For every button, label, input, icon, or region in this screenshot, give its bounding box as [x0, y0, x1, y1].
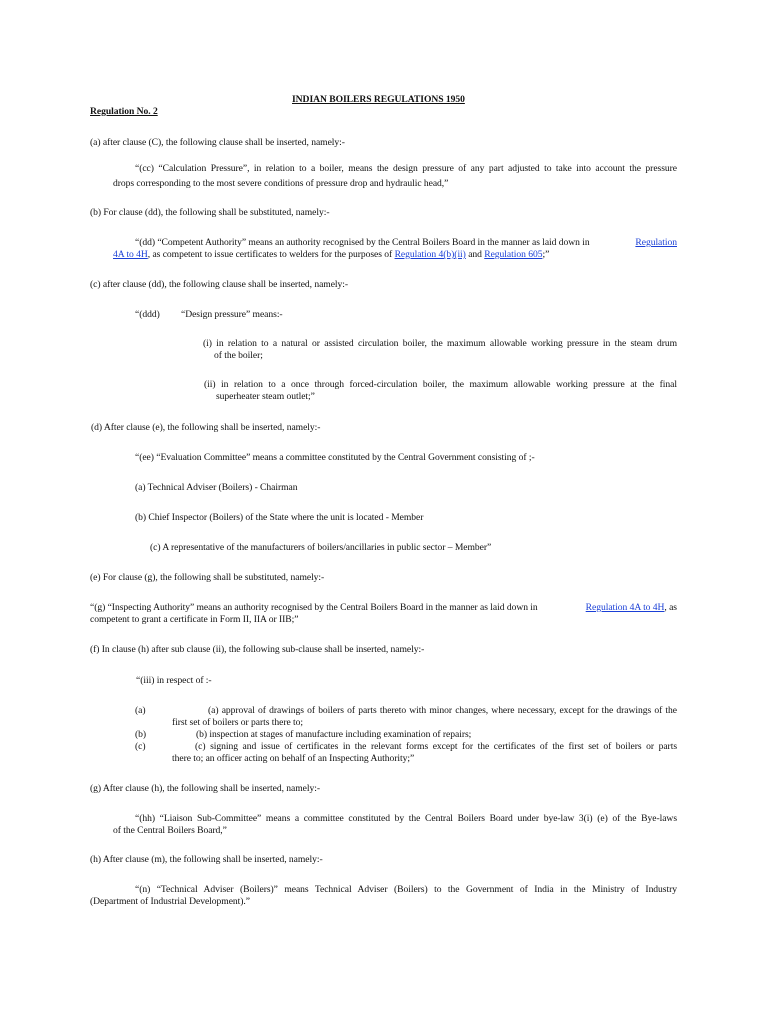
regulation-number: Regulation No. 2 [90, 106, 158, 117]
item-b-number: (b) [135, 729, 147, 740]
member-b: (b) Chief Inspector (Boilers) of the State where the unit is located - Member [135, 512, 424, 523]
clause-f-heading: (f) In clause (h) after sub clause (ii), the following sub-clause shall be inserted, namely:- [90, 644, 425, 655]
clause-n-line-1: “(n) “Technical Adviser (Boilers)” means Technical Adviser (Boilers) to the Government of India in the Ministry of Industry [135, 884, 677, 895]
item-c-line-2: there to; an officer acting on behalf of an Inspecting Authority;” [172, 753, 415, 764]
clause-b-heading: (b) For clause (dd), the following shall be substituted, namely:- [90, 207, 330, 218]
clause-e-heading: (e) For clause (g), the following shall be substituted, namely:- [90, 572, 325, 583]
clause-h-heading: (h) After clause (m), the following shall be inserted, namely:- [90, 854, 323, 865]
clause-ddd-i-line-1: (i) in relation to a natural or assisted circulation boiler, the maximum allowable working pressure in the steam drum [203, 338, 677, 349]
clause-dd-line-1 [135, 237, 677, 249]
clause-ddd-text: “Design pressure” means:- [181, 309, 283, 320]
item-c-number: (c) [135, 741, 146, 752]
clause-dd-end: ;” [542, 249, 550, 260]
clause-g-line-1 [90, 602, 677, 614]
item-a-line-2: first set of boilers or parts there to; [172, 717, 303, 728]
link-regulation-4a-to-4h[interactable]: Regulation 4A to 4H [585, 602, 665, 613]
link-regulation[interactable]: Regulation [635, 237, 677, 248]
clause-d-heading: (d) After clause (e), the following shall be inserted, namely:- [91, 422, 321, 433]
link-regulation-4bii[interactable]: Regulation 4(b)(ii) [394, 249, 466, 260]
item-b-line-1: (b) inspection at stages of manufacture including examination of repairs; [196, 729, 472, 740]
clause-dd-text-1: “(dd) “Competent Authority” means an authority recognised by the Central Boilers Board in the manner as laid down in [135, 237, 590, 248]
member-a: (a) Technical Adviser (Boilers) - Chairman [135, 482, 298, 493]
item-a-line-1: (a) approval of drawings of boilers of parts thereto with minor changes, where necessary, except for the drawings of the [208, 705, 677, 716]
clause-ddd-ii-line-1: (ii) in relation to a once through forced-circulation boiler, the maximum allowable working pressure at the final [204, 379, 677, 390]
clause-ddd-i-line-2: of the boiler; [214, 350, 263, 361]
clause-dd-and: and [468, 249, 482, 260]
clause-iii-heading: “(iii) in respect of :- [136, 675, 212, 686]
clause-dd-line-2 [113, 249, 549, 261]
item-a-number: (a) [135, 705, 146, 716]
clause-dd-text-2: , as competent to issue certificates to welders for the purposes of [147, 249, 393, 260]
clause-c-heading: (c) after clause (dd), the following clause shall be inserted, namely:- [90, 279, 349, 290]
clause-cc-line-1: “(cc) “Calculation Pressure”, in relation to a boiler, means the design pressure of any part adjusted to take into account the pressure [135, 163, 677, 174]
clause-n-line-2: (Department of Industrial Development).” [90, 896, 250, 907]
clause-a-heading: (a) after clause (C), the following clause shall be inserted, namely:- [90, 137, 345, 148]
clause-g-line-2: competent to grant a certificate in Form II, IIA or IIB;” [90, 614, 299, 625]
clause-ee-text: “(ee) “Evaluation Committee” means a committee constituted by the Central Government consisting of ;- [135, 452, 535, 463]
clause-cc-line-2: drops corresponding to the most severe conditions of pressure drop and hydraulic head,” [113, 178, 449, 189]
clause-g-text-1: “(g) “Inspecting Authority” means an authority recognised by the Central Boilers Board in the manner as laid down in [90, 602, 538, 613]
member-c: (c) A representative of the manufacturers of boilers/ancillaries in public sector – Member” [150, 542, 492, 553]
item-c-line-1: (c) signing and issue of certificates in the relevant forms except for the certificates of the first set of boilers or parts [195, 741, 677, 752]
clause-hh-line-2: of the Central Boilers Board,” [113, 825, 227, 836]
clause-hh-line-1: “(hh) “Liaison Sub-Committee” means a committee constituted by the Central Boilers Board under bye-law 3(i) (e) of the Bye-laws [135, 813, 677, 824]
clause-ddd-number: “(ddd) [135, 309, 160, 320]
document-title: INDIAN BOILERS REGULATIONS 1950 [292, 94, 465, 105]
clause-g-heading: (g) After clause (h), the following shall be inserted, namely:- [90, 783, 320, 794]
link-4a-to-4h[interactable]: 4A to 4H [113, 249, 148, 260]
link-regulation-605[interactable]: Regulation 605 [484, 249, 543, 260]
clause-ddd-ii-line-2: superheater steam outlet;” [216, 391, 315, 402]
clause-g-as: , as [664, 602, 677, 613]
